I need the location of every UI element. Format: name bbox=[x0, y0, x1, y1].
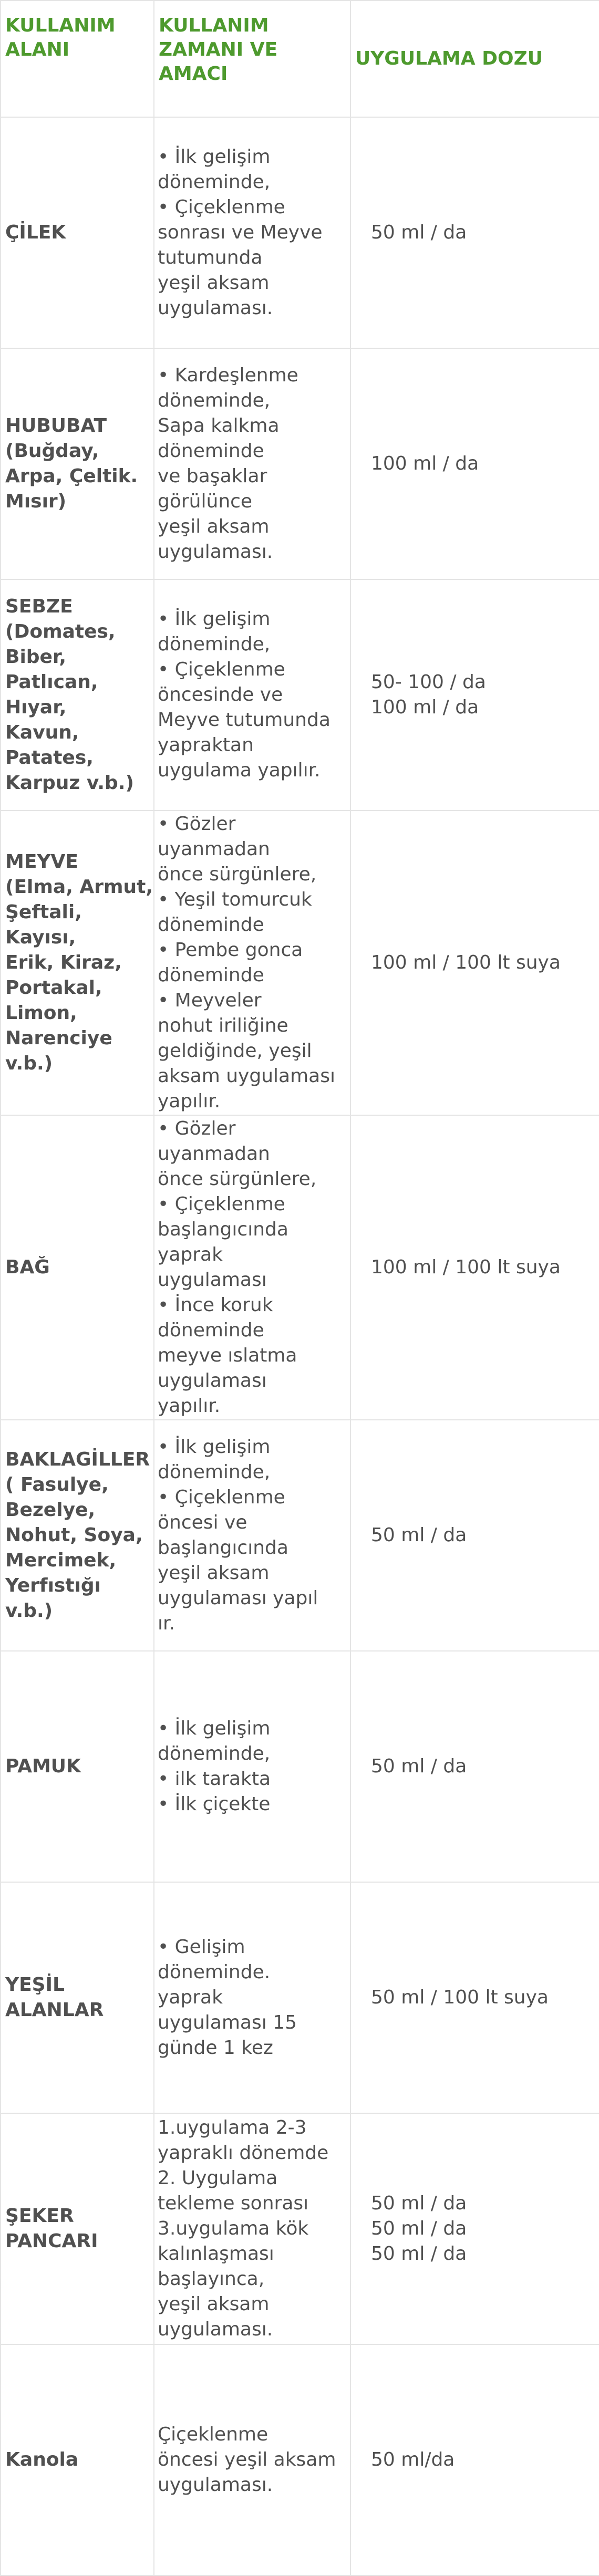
cell-timing: • Kardeşlenme döneminde, Sapa kalkma döneminde ve başaklar görülünce yeşil aksam uygulaması. bbox=[154, 348, 350, 579]
cell-timing: • İlk gelişim döneminde, • Çiçeklenme öncesi ve başlangıcında yeşil aksam uygulaması yapıl ır. bbox=[154, 1420, 350, 1651]
table-row-yesil-alanlar bbox=[1, 1882, 599, 2113]
table-row-pamuk bbox=[1, 1651, 599, 1882]
table-row-meyve bbox=[1, 811, 599, 1115]
header-row bbox=[1, 1, 599, 117]
header-usage-area: KULLANIM ALANI bbox=[1, 1, 154, 117]
cell-area: ÇİLEK bbox=[1, 117, 154, 348]
cell-dose: 50 ml / da bbox=[350, 117, 599, 348]
cell-dose: 100 ml / 100 lt suya bbox=[350, 1115, 599, 1420]
cell-area: ŞEKER PANCARI bbox=[1, 2113, 154, 2344]
cell-timing: • İlk gelişim döneminde, • Çiçeklenme sonrası ve Meyve tutumunda yeşil aksam uygulaması. bbox=[154, 117, 350, 348]
cell-area: HUBUBAT (Buğday, Arpa, Çeltik. Mısır) bbox=[1, 348, 154, 579]
cell-timing: 1.uygulama 2-3 yapraklı dönemde 2. Uygulama tekleme sonrası 3.uygulama kök kalınlaşması başlayınca, yeşil aksam uygulaması. bbox=[154, 2113, 350, 2344]
table-body bbox=[1, 117, 599, 2575]
header-usage-time-purpose: KULLANIM ZAMANI VE AMACI bbox=[154, 1, 350, 117]
cell-dose: 50 ml / da bbox=[350, 1420, 599, 1651]
cell-dose: 100 ml / 100 lt suya bbox=[350, 811, 599, 1115]
table-row-sebze bbox=[1, 579, 599, 811]
cell-area: PAMUK bbox=[1, 1651, 154, 1882]
cell-area: SEBZE (Domates, Biber, Patlıcan, Hıyar, Kavun, Patates, Karpuz v.b.) bbox=[1, 579, 154, 811]
cell-dose: 50 ml/da bbox=[350, 2344, 599, 2575]
cell-dose: 50- 100 / da 100 ml / da bbox=[350, 579, 599, 811]
cell-timing: • İlk gelişim döneminde, • Çiçeklenme öncesinde ve Meyve tutumunda yapraktan uygulama yapılır. bbox=[154, 579, 350, 811]
cell-area: BAKLAGİLLER ( Fasulye, Bezelye, Nohut, Soya, Mercimek, Yerfıstığı v.b.) bbox=[1, 1420, 154, 1651]
cell-timing: • Gözler uyanmadan önce sürgünlere, • Yeşil tomurcuk döneminde • Pembe gonca döneminde • Meyveler nohut iriliğine geldiğinde, yeşil aksam uygulaması yapılır. bbox=[154, 811, 350, 1115]
cell-dose: 50 ml / da bbox=[350, 1651, 599, 1882]
table-row-seker-pancari bbox=[1, 2113, 599, 2344]
cell-timing: • Gelişim döneminde. yaprak uygulaması 15 günde 1 kez bbox=[154, 1882, 350, 2113]
cell-area: MEYVE (Elma, Armut, Şeftali, Kayısı, Erik, Kiraz, Portakal, Limon, Narenciye v.b.) bbox=[1, 811, 154, 1115]
table-row-kanola bbox=[1, 2344, 599, 2575]
header-application-dose: UYGULAMA DOZU bbox=[350, 1, 599, 117]
table-row-bag bbox=[1, 1115, 599, 1420]
table-row-cilek bbox=[1, 117, 599, 348]
table-header bbox=[1, 1, 599, 117]
cell-dose: 50 ml / 100 lt suya bbox=[350, 1882, 599, 2113]
cell-dose: 100 ml / da bbox=[350, 348, 599, 579]
cell-area: Kanola bbox=[1, 2344, 154, 2575]
cell-timing: • İlk gelişim döneminde, • ilk tarakta • İlk çiçekte bbox=[154, 1651, 350, 1882]
cell-area: BAĞ bbox=[1, 1115, 154, 1420]
cell-timing: Çiçeklenme öncesi yeşil aksam uygulaması. bbox=[154, 2344, 350, 2575]
table-row-hububat bbox=[1, 348, 599, 579]
cell-dose: 50 ml / da 50 ml / da 50 ml / da bbox=[350, 2113, 599, 2344]
cell-timing: • Gözler uyanmadan önce sürgünlere, • Çiçeklenme başlangıcında yaprak uygulaması • İnce koruk döneminde meyve ıslatma uygulaması yapılır. bbox=[154, 1115, 350, 1420]
table-row-baklagiller bbox=[1, 1420, 599, 1651]
cell-area: YEŞİL ALANLAR bbox=[1, 1882, 154, 2113]
